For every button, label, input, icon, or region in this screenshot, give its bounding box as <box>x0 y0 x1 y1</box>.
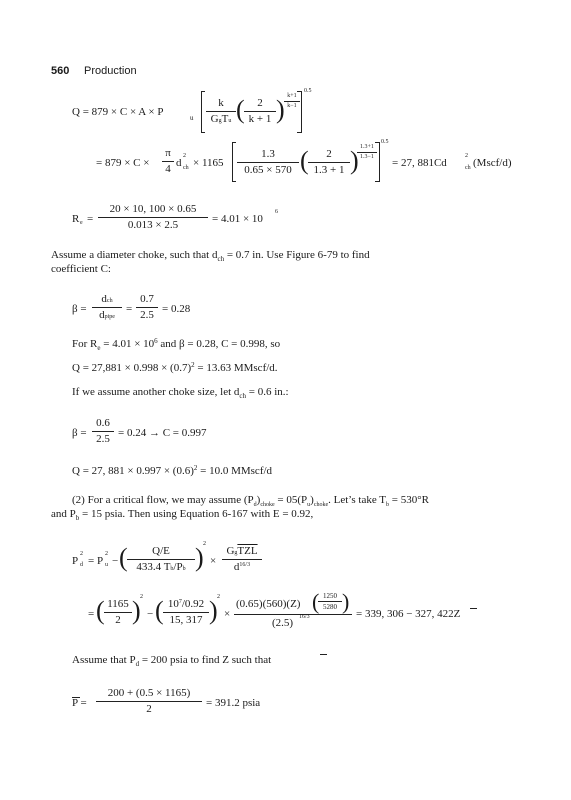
eq10-eq: = P <box>88 555 104 567</box>
eq2-d-sub: ch <box>183 165 189 171</box>
eq2-exponent: $\frac{1.3+1}{1.3-1}$ <box>357 144 377 161</box>
paragraph-choke: Assume a diameter choke, such that $d_{ch} = 0.7$ in. Use Figure 6-79 to find <box>51 249 370 263</box>
eq8-beta: β = <box>72 427 87 439</box>
eq3-lhs-sub: e <box>80 220 83 226</box>
eq2-result-sup: 2 <box>465 153 468 159</box>
eq1-bracket-right <box>298 91 302 133</box>
line-q-2: Q = 27, $881 \times 0.997 \times (0.6)^2 = 10.0$ MMscf/d <box>72 464 273 477</box>
eq3-lhs: R <box>72 213 80 225</box>
eq1-exponent: $\frac{k+1}{k-1}$ <box>284 93 300 110</box>
eq1-paren-left: ( <box>236 95 245 124</box>
eq13-lhs: P = <box>72 697 87 709</box>
eq2-result-sub: ch <box>465 165 471 171</box>
eq2-outer-exp: 0.5 <box>381 139 389 145</box>
eq4-result: = 0.28 <box>162 303 191 315</box>
eq3-frac: $\frac{20 \times 10, 100 \times 0.65}{0.013 \times 2.5}$ <box>98 203 208 232</box>
eq2-unit: (Mscf/d) <box>473 157 512 169</box>
paragraph-critical-flow: (2) For a critical flow, we may assume $(P_d)_{choke} = 05(P_u)_{choke}$. Let’s take $T_b = 530^\circ R$ <box>72 494 429 508</box>
eq13-result: = 391.2 psia <box>206 697 261 709</box>
line-q-1: $Q = 27,881 \times 0.998 \times (0.7)^2 = 13.63$ MMscf/d. <box>72 361 278 374</box>
eq13-frac: $\frac{200 + (0.5 \times 1165)}{2}$ <box>96 687 202 716</box>
eq8-result: = 0.24 → C = 0.997 <box>118 427 207 439</box>
eq11-frac-line <box>234 614 352 615</box>
eq2-result: = 27, 881Cd <box>392 157 447 169</box>
eq10-frac-q: $\frac{Q/E}{433.4 Tb/Pb}$ <box>127 545 195 574</box>
page-number: 560 <box>51 65 70 77</box>
line-another-choke: If we assume another choke size, let $d_{ch} = 0.6$ in.: <box>72 386 289 400</box>
eq2-bracket-right <box>376 142 380 182</box>
eq4-beta: β = <box>72 303 87 315</box>
eq2-times-p: × 1165 <box>193 157 224 169</box>
eq4-frac-num: $\frac{0.7}{2.5}$ <box>136 293 158 322</box>
eq2-paren-left: ( <box>300 146 309 175</box>
eq4-eq: = <box>126 303 133 315</box>
eq11-frac-a: $\frac{1165}{2}$ <box>104 598 132 627</box>
paragraph-choke-line2: coefficient C: <box>51 263 111 275</box>
line-assume-pd: Assume that $P_d = 200$ psia to find Z such that <box>72 654 272 668</box>
eq1-frac-2: $\frac{2}{k + 1}$ <box>244 97 276 126</box>
eq11-c-den: (2.5) <box>272 617 294 629</box>
eq3-result-sup: 6 <box>275 209 278 215</box>
eq4-frac-d: dch dpipe <box>92 293 122 322</box>
eq11-result: = 339, 306 − 327, 422Z <box>356 608 461 620</box>
eq11-frac-inner: $\frac{1250}{5280}$ <box>318 592 342 611</box>
eq11-frac-b: $\frac{10^7/0.92}{15, 317}$ <box>163 598 209 627</box>
paragraph-critical-flow-line2: and $P_b = 15$ psia. Then using Equation 6-167 with E = 0.92, <box>51 508 314 522</box>
eq3-result: = 4.01 × 10 <box>212 213 263 225</box>
eq10-frac-g: $Gg\overline{TZL}$ $d^{16/3}$ <box>222 545 262 574</box>
eq2-d-sup: 2 <box>183 153 186 159</box>
eq2-frac-2: $\frac{2}{1.3 + 1}$ <box>308 148 350 177</box>
eq1-lhs: Q = 879 × C × A × P <box>72 106 164 118</box>
line-reynolds: For $R_e = 4.01 \times 10^6$ and β = 0.28, C = 0.998, so <box>72 337 281 352</box>
eq1-outer-exp: 0.5 <box>304 88 312 94</box>
eq8-frac: $\frac{0.6}{2.5}$ <box>92 417 114 446</box>
eq1-p-sub: u <box>190 114 194 122</box>
eq11-c-num: (0.65)(560)(Z) <box>236 598 301 610</box>
eq2-bracket-left <box>232 142 233 182</box>
eq2-lhs: = 879 × C × <box>96 157 150 169</box>
eq2-frac-pi: $\frac{\pi}{4}$ <box>162 147 174 176</box>
eq1-frac-k: k GgTu <box>206 97 236 126</box>
eq2-d: d <box>176 157 182 169</box>
eq2-frac-13: $\frac{1.3}{0.65 \times 570}$ <box>237 148 299 177</box>
eq10-p: P <box>72 555 79 567</box>
eq2-paren-right: ) <box>350 146 359 175</box>
eq1-paren-right: ) <box>276 95 285 124</box>
running-title: Production <box>84 65 137 77</box>
eq1-bracket-left <box>201 91 202 133</box>
